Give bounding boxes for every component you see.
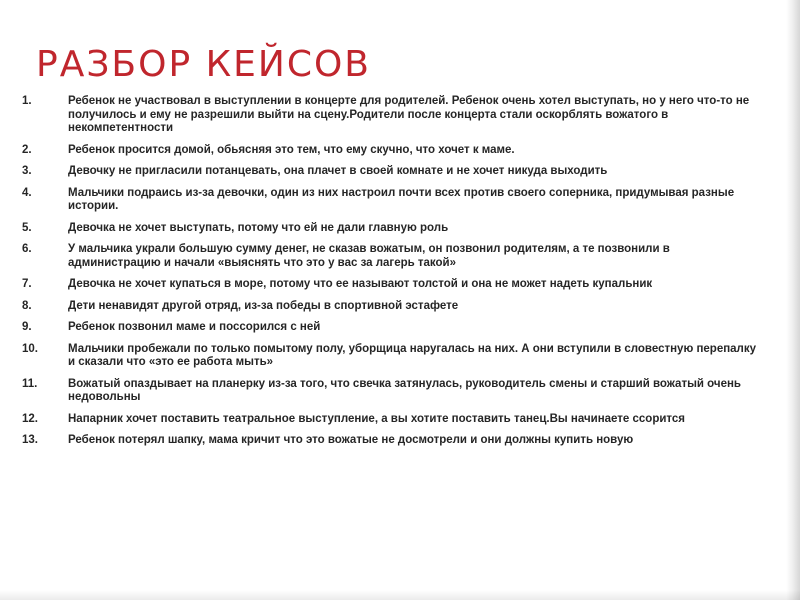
case-number: 2. [22, 143, 32, 156]
case-number: 9. [22, 321, 32, 333]
case-text: Мальчики подраись из-за девочки, один из них настроил почти всех против своего соперника, придумывая разные истории. [68, 186, 735, 212]
case-number: 10. [22, 342, 38, 355]
case-number: 12. [22, 412, 38, 425]
case-number: 7. [22, 278, 32, 290]
case-text: Девочка не хочет купаться в море, потому что ее называют толстой и она не может надеть купальник [68, 278, 653, 290]
case-text: Ребенок не участвовал в выступлении в концерте для родителей. Ребенок очень хотел выступать, но у него что-то не получилось и ему не разрешили выйти на сцену.Родители после концерта стали оскорблять вожатого в некомпетентности [68, 95, 750, 134]
case-item-1 [22, 95, 762, 136]
case-number: 4. [22, 186, 32, 199]
case-item-3 [22, 165, 762, 179]
case-text: Вожатый опаздывает на планерку из-за того, что свечка затянулась, руководитель смены и старший вожатый очень недовольны [68, 377, 741, 403]
case-text: Ребенок потерял шапку, мама кричит что это вожатые не досмотрели и они должны купить новую [68, 434, 634, 446]
case-item-10 [22, 343, 762, 370]
case-number: 3. [22, 165, 32, 177]
case-item-9 [22, 321, 762, 335]
case-list [22, 95, 762, 456]
slide-bottom-shadow [0, 590, 800, 600]
case-text: Девочку не пригласили потанцевать, она плачет в своей комнате и не хочет никуда выходить [68, 165, 608, 177]
case-number: 8. [22, 299, 32, 312]
case-item-2 [22, 144, 762, 158]
case-text: Напарник хочет поставить театральное выступление, а вы хотите поставить танец.Вы начинаете ссорится [68, 412, 686, 425]
case-text: Ребенок позвонил маме и поссорился с ней [68, 321, 321, 333]
case-text: Ребенок просится домой, обьясняя это тем, что ему скучно, что хочет к маме. [68, 143, 515, 156]
case-number: 1. [22, 95, 32, 107]
case-number: 5. [22, 221, 32, 234]
case-number: 6. [22, 243, 32, 255]
case-item-5 [22, 222, 762, 236]
case-number: 13. [22, 434, 38, 446]
case-item-12 [22, 413, 762, 427]
case-number: 11. [22, 377, 38, 390]
case-text: Дети ненавидят другой отряд, из-за победы в спортивной эстафете [68, 299, 459, 312]
case-item-11 [22, 378, 762, 405]
case-item-8 [22, 300, 762, 314]
case-item-13 [22, 434, 762, 448]
case-item-6 [22, 243, 762, 270]
case-text: Девочка не хочет выступать, потому что ей не дали главную роль [68, 221, 449, 234]
slide-edge-shadow [786, 0, 800, 600]
case-text: Мальчики пробежали по только помытому полу, уборщица наругалась на них. А они вступили в словестную перепалку и сказали что «это ее работа мыть» [68, 342, 757, 368]
case-text: У мальчика украли большую сумму денег, не сказав вожатым, он позвонил родителям, а те позвонили в администрацию и начали «выяснять что это у вас за лагерь такой» [68, 243, 670, 269]
case-item-7 [22, 278, 762, 292]
slide-title: РАЗБОР КЕЙСОВ [36, 44, 372, 85]
case-item-4 [22, 187, 762, 214]
